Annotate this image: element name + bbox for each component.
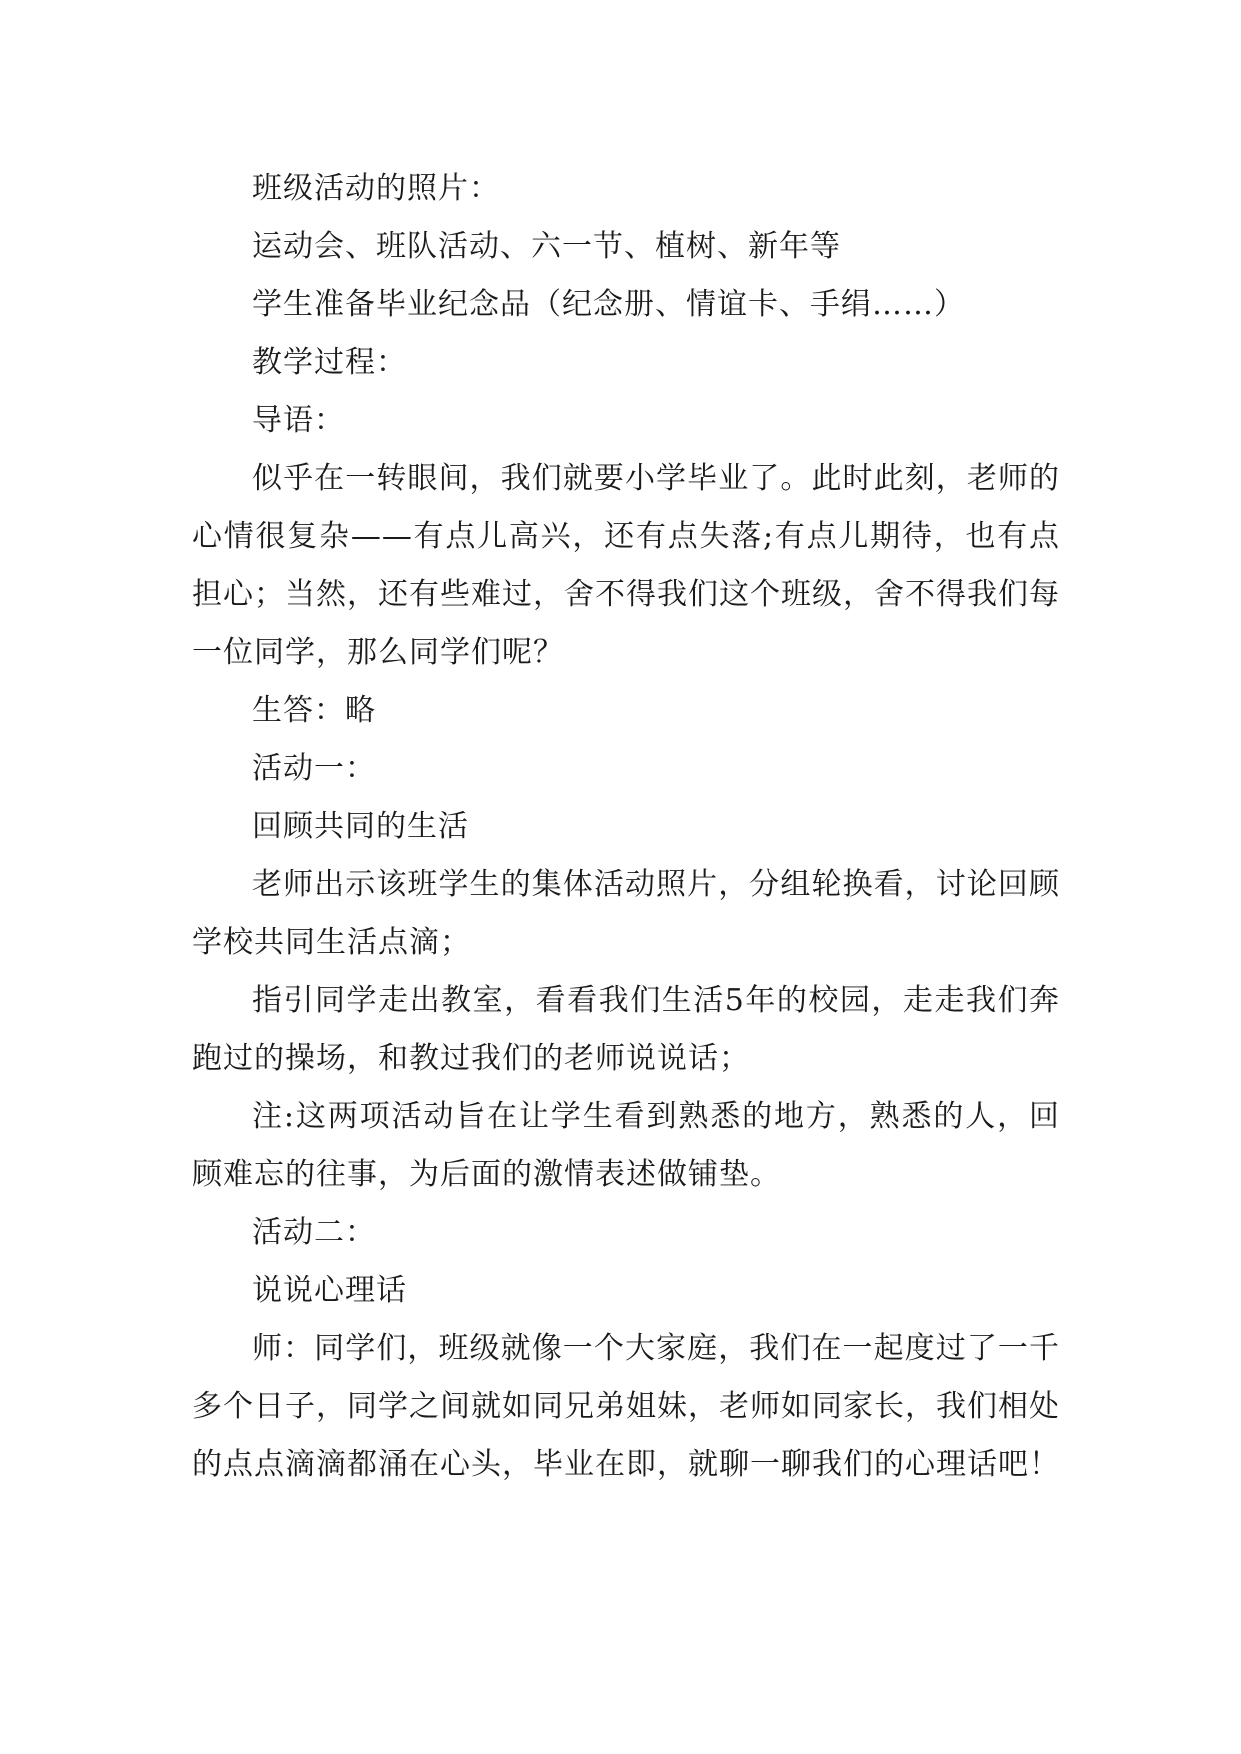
paragraph-intro-text: 似乎在一转眼间，我们就要小学毕业了。此时此刻，老师的心情很复杂——有点儿高兴，还有点失落;有点儿期待，也有点担心；当然，还有些难过，舍不得我们这个班级，舍不得我们每一位同学，那么同学们呢？	[192, 461, 1060, 670]
paragraph-activity-one: 活动一：	[252, 751, 376, 786]
paragraph-activity-one-photos: 老师出示该班学生的集体活动照片，分组轮换看，讨论回顾学校共同生活点滴；	[192, 867, 1060, 960]
paragraph-activity-two: 活动二：	[252, 1215, 376, 1250]
paragraph-student-answer: 生答：略	[252, 693, 376, 728]
paragraph-activity-two-title: 说说心理话	[252, 1273, 407, 1308]
document-body	[192, 160, 1060, 1494]
paragraph-souvenirs: 学生准备毕业纪念品（纪念册、情谊卡、手绢……）	[252, 287, 965, 322]
paragraph-intro-heading: 导语：	[252, 403, 345, 438]
paragraph-activity-one-note: 注:这两项活动旨在让学生看到熟悉的地方，熟悉的人，回顾难忘的往事，为后面的激情表述做铺垫。	[192, 1099, 1060, 1192]
paragraph-activity-one-title: 回顾共同的生活	[252, 809, 469, 844]
paragraph-activity-two-text: 师：同学们，班级就像一个大家庭，我们在一起度过了一千多个日子，同学之间就如同兄弟姐妹，老师如同家长，我们相处的点点滴滴都涌在心头，毕业在即，就聊一聊我们的心理话吧！	[192, 1331, 1060, 1482]
paragraph-activity-list: 运动会、班队活动、六一节、植树、新年等	[252, 229, 841, 264]
paragraph-photos-heading: 班级活动的照片：	[252, 171, 500, 206]
paragraph-activity-one-campus: 指引同学走出教室，看看我们生活5年的校园，走走我们奔跑过的操场，和教过我们的老师说说话；	[192, 983, 1060, 1076]
paragraph-teaching-process: 教学过程：	[252, 345, 407, 380]
